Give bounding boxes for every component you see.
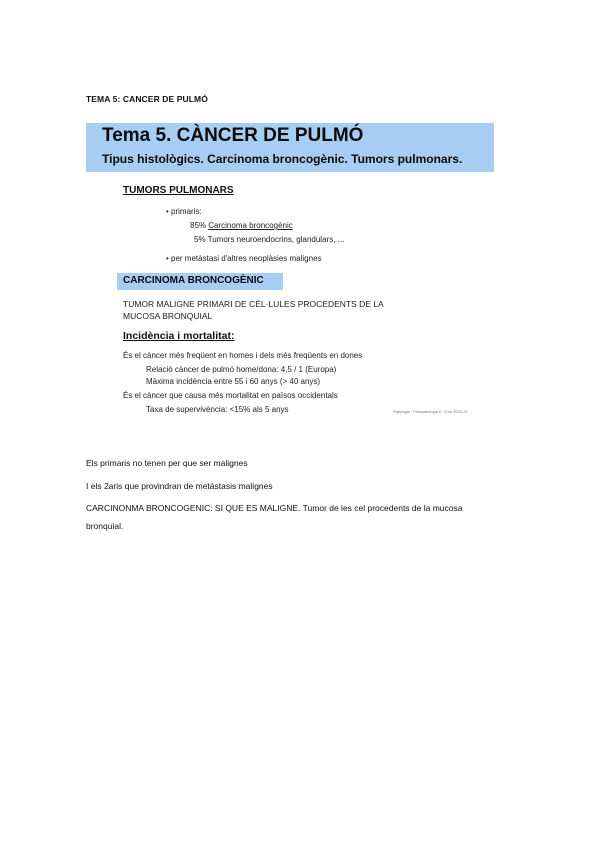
page-title: TEMA 5: CANCER DE PULMÓ (86, 94, 208, 104)
tumor-definition-line-1: TUMOR MALIGNE PRIMARI DE CÈL·LULES PROCEDENTS DE LA (123, 299, 384, 309)
incidence-line-5: Taxa de supervivència: <15% als 5 anys (146, 405, 289, 414)
incidence-line-1: És el càncer més freqüent en homes i dels més freqüents en dones (123, 351, 363, 360)
paragraph-carcinoma-line-2: bronquial. (86, 521, 124, 531)
tumors-heading: TUMORS PULMONARS (123, 185, 234, 196)
incidence-heading: Incidència i mortalitat: (123, 330, 235, 342)
slide-subtitle: Tipus histològics. Carcinoma broncogènic. Tumors pulmonars. (102, 152, 463, 166)
carcinoma-link: Carcinoma broncogènic (208, 221, 293, 230)
paragraph-primaris: Els primaris no tenen per que ser malignes (86, 458, 248, 468)
paragraph-carcinoma-line-1: CARCINONMA BRONCOGENIC: SI QUE ES MALIGNE. Tumor de les cel procedents de la mucosa (86, 503, 463, 513)
incidence-line-2: Relació càncer de pulmó home/dona: 4,5 / 1 (Europa) (146, 365, 337, 374)
slide-footer: Patologia · Fisiopatologia II. Curs 2020-21 (393, 409, 468, 414)
bullet-primaris: • primaris: (166, 207, 202, 216)
slide-title: Tema 5. CÀNCER DE PULMÓ (102, 125, 364, 146)
tumor-definition-line-2: MUCOSA BRONQUIAL (123, 311, 213, 321)
pct-85: 85% (190, 221, 207, 230)
paragraph-secundaris: I els 2aris que provindran de metástasis malignes (86, 481, 273, 491)
carcinoma-heading: CARCINOMA BRONCOGÈNIC (123, 275, 264, 286)
incidence-line-3: Màxima incidència entre 55 i 60 anys (> 40 anys) (146, 377, 321, 386)
primaris-5-line: 5% Tumors neuroendocrins, glandulars, ... (194, 235, 345, 244)
primaris-85-line (190, 221, 293, 230)
slide-title-banner (86, 123, 494, 172)
incidence-line-4: És el càncer que causa més mortalitat en països occidentals (123, 391, 338, 400)
bullet-metastasi: • per metàstasi d'altres neoplàsies malignes (166, 254, 322, 263)
lecture-slide-image (86, 123, 496, 431)
carcinoma-heading-box (117, 273, 283, 290)
